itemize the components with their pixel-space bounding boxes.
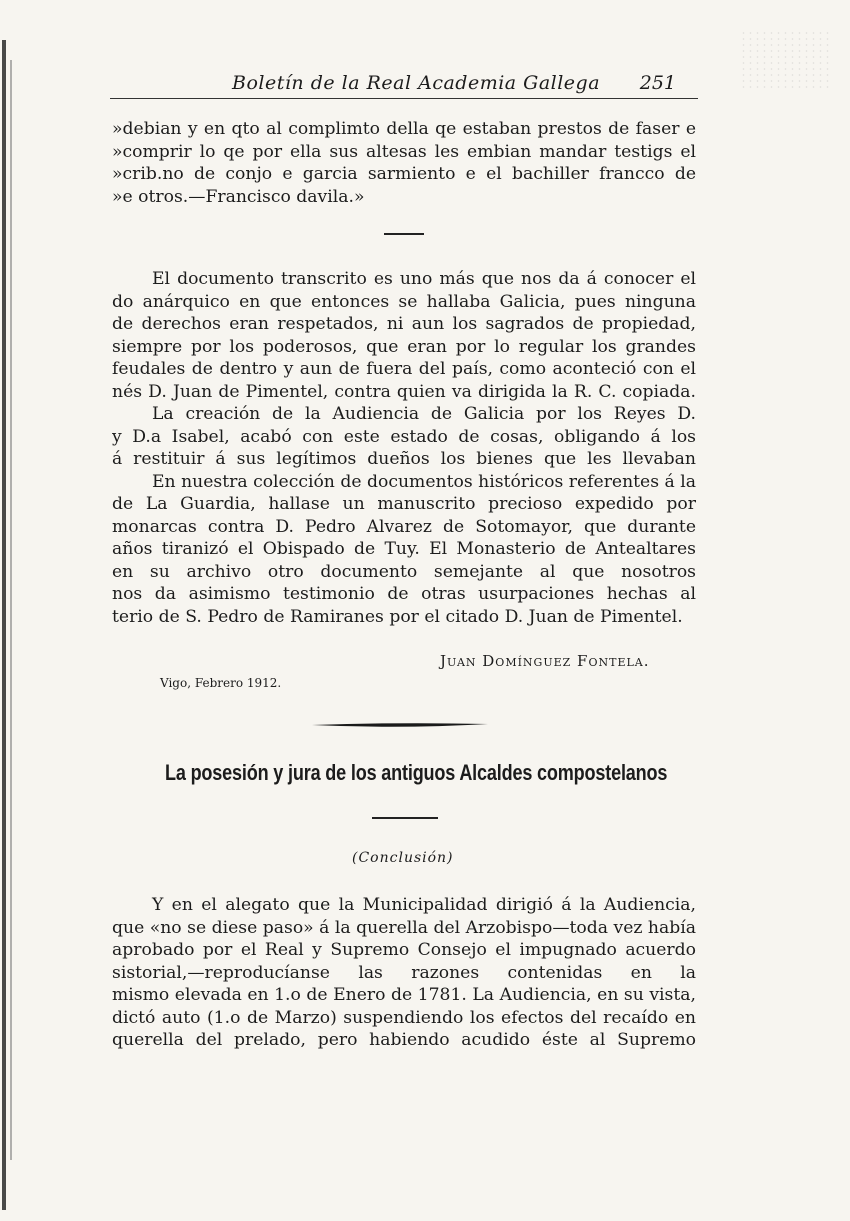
article-text: [112, 894, 696, 1052]
article-line: Y en el alegato que la Municipalidad dirigió á la Audiencia,: [152, 895, 696, 915]
quote-line: »debian y en qto al complimto della qe estaban prestos de faser e: [112, 119, 696, 139]
quoted-document: [112, 118, 696, 208]
ornamental-rule: [312, 722, 488, 728]
header-rule: [110, 98, 698, 99]
body-line: á restituir á sus legítimos dueños los bienes que les llevaban: [112, 449, 696, 469]
article-line: querella del prelado, pero habiendo acudido éste al Supremo: [112, 1030, 696, 1050]
binding-edge: [2, 40, 6, 1210]
body-line: y D.a Isabel, acabó con este estado de cosas, obligando á los: [112, 426, 696, 447]
section-title: La posesión y jura de los antiguos Alcaldes compostelanos: [165, 760, 668, 785]
article-line: que «no se diese paso» á la querella del Arzobispo—toda vez había: [112, 917, 696, 938]
body-line: nés D. Juan de Pimentel, contra quien va dirigida la R. C. copiada.: [112, 381, 696, 402]
body-line: feudales de dentro y aun de fuera del país, como aconteció con el: [112, 359, 696, 379]
article-line: aprobado por el Real y Supremo Consejo el impugnado acuerdo: [112, 940, 696, 960]
body-line: terio de S. Pedro de Ramiranes por el citado D. Juan de Pimentel.: [112, 606, 683, 627]
body-line: años tiranizó el Obispado de Tuy. El Monasterio de Antealtares: [112, 539, 696, 559]
body-line: monarcas contra D. Pedro Alvarez de Sotomayor, que durante: [112, 516, 696, 537]
commentary-text: [112, 268, 696, 628]
quote-line: »comprir lo qe por ella sus altesas les embian mandar testigs el: [112, 141, 696, 162]
article-line: mismo elevada en 1.o de Enero de 1781. La Audiencia, en su vista,: [112, 985, 696, 1005]
dateline: Vigo, Febrero 1912.: [160, 676, 282, 690]
body-line: de La Guardia, hallase un manuscrito precioso expedido por: [112, 494, 696, 514]
body-line: do anárquico en que entonces se hallaba Galicia, pues ninguna: [112, 291, 696, 312]
body-line: La creación de la Audiencia de Galicia por los Reyes D.: [152, 404, 696, 424]
article-line: sistorial,—reproducíanse las razones contenidas en la: [112, 962, 696, 983]
body-line: El documento transcrito es uno más que nos da á conocer el: [152, 269, 696, 289]
body-line: en su archivo otro documento semejante al que nosotros: [112, 561, 696, 582]
body-line: siempre por los poderosos, que eran por lo regular los grandes: [112, 336, 696, 357]
binding-edge-shadow: [10, 60, 12, 1160]
title-rule: [372, 817, 438, 819]
body-line: de derechos eran respetados, ni aun los sagrados de propiedad,: [112, 314, 696, 334]
body-line: nos da asimismo testimonio de otras usurpaciones hechas al: [112, 584, 696, 604]
section-subtitle: (Conclusión): [352, 850, 454, 866]
author-signature: Juan Domínguez Fontela.: [440, 652, 650, 670]
quote-line: »crib.no de conjo e garcia sarmiento e el bachiller francco de: [112, 164, 696, 184]
journal-title: Boletín de la Real Academia Gallega: [232, 72, 601, 94]
article-line: dictó auto (1.o de Marzo) suspendiendo los efectos del recaído en: [112, 1007, 696, 1028]
separator-rule: [384, 233, 424, 235]
page-number: 251: [639, 72, 676, 94]
quote-line: »e otros.—Francisco davila.»: [112, 186, 365, 207]
body-line: En nuestra colección de documentos históricos referentes á la: [152, 471, 696, 492]
running-header: [110, 72, 698, 96]
paper-speckle: [740, 30, 830, 90]
